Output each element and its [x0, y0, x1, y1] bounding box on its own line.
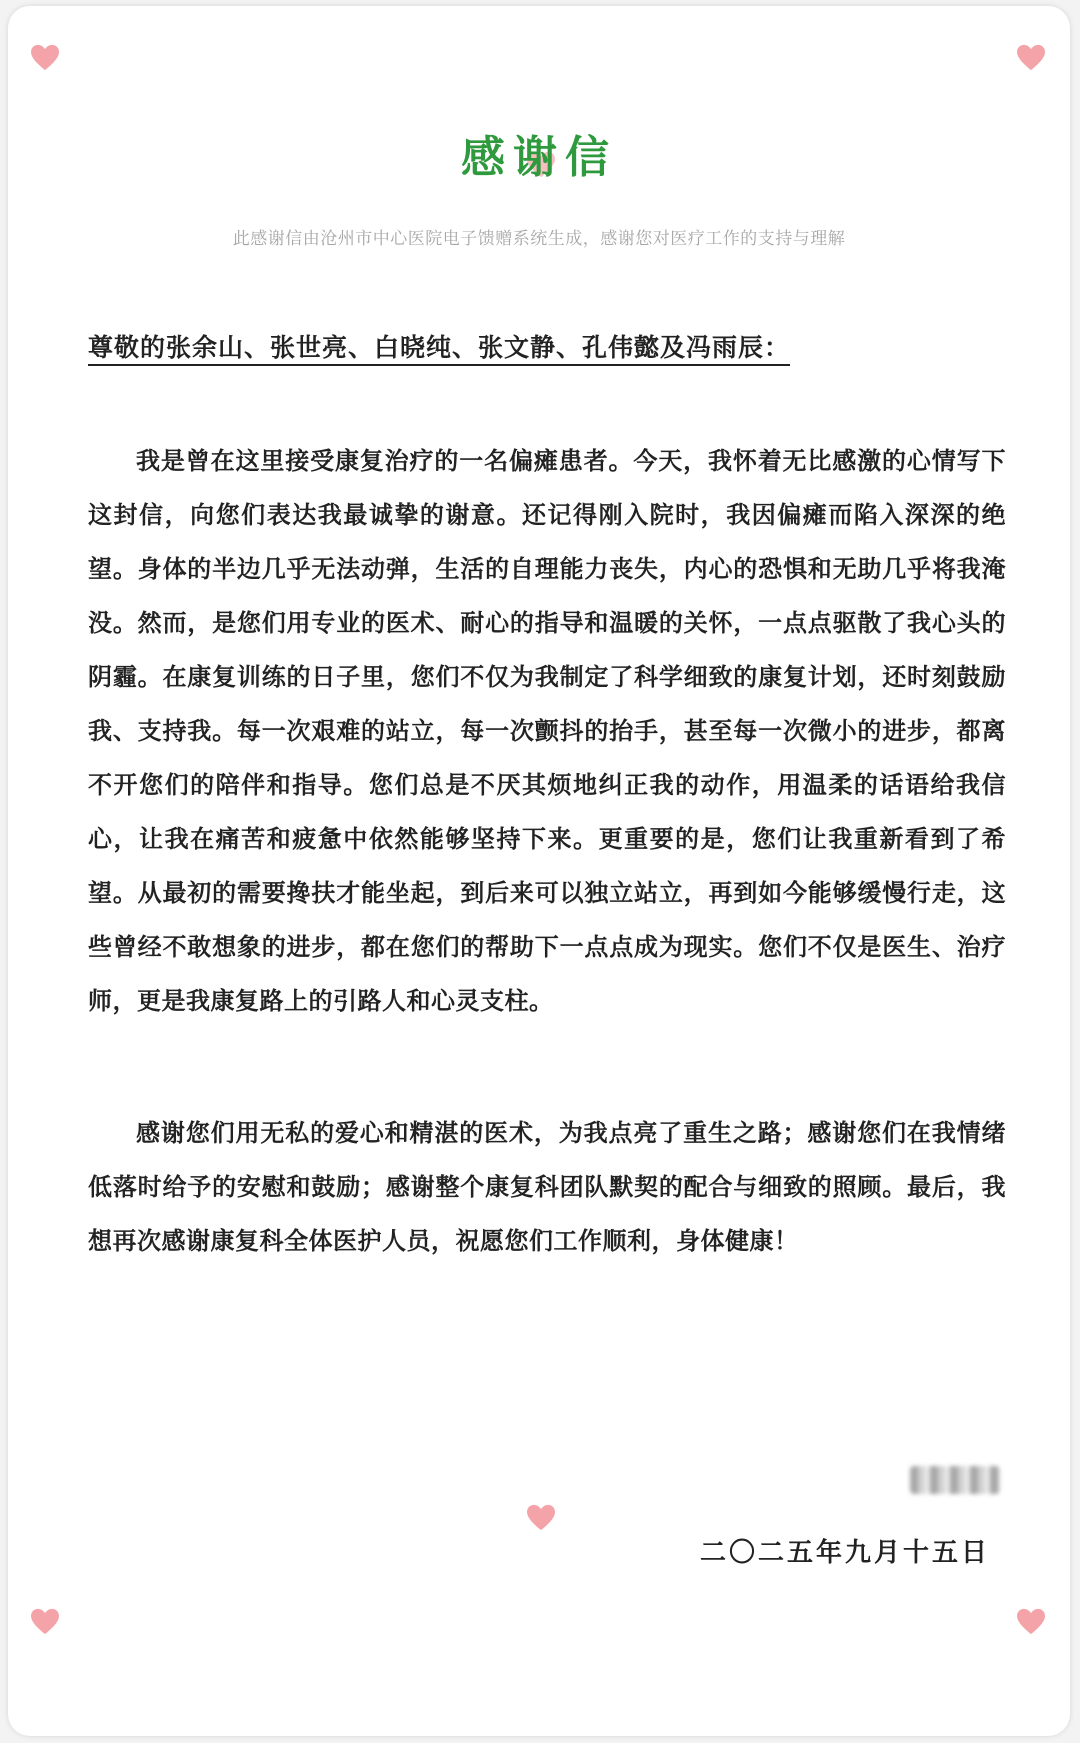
heart-icon — [30, 44, 60, 72]
body-paragraph: 我是曾在这里接受康复治疗的一名偏瘫患者。今天，我怀着无比感激的心情写下这封信，向您们表达我最诚挚的谢意。还记得刚入院时，我因偏瘫而陷入深深的绝望。身体的半边几乎无法动弹，生活的自理能力丧失，内心的恐惧和无助几乎将我淹没。然而，是您们用专业的医术、耐心的指导和温暖的关怀，一点点驱散了我心头的阴霾。在康复训练的日子里，您们不仅为我制定了科学细致的康复计划，还时刻鼓励我、支持我。每一次艰难的站立，每一次颤抖的抬手，甚至每一次微小的进步，都离不开您们的陪伴和指导。您们总是不厌其烦地纠正我的动作，用温柔的话语给我信心，让我在痛苦和疲惫中依然能够坚持下来。更重要的是，您们让我重新看到了希望。从最初的需要搀扶才能坐起，到后来可以独立站立，再到如今能够缓慢行走，这些曾经不敢想象的进步，都在您们的帮助下一点点成为现实。您们不仅是医生、治疗师，更是我康复路上的引路人和心灵支柱。 — [88, 446, 1006, 1015]
blurred-signature — [910, 1466, 1000, 1494]
heart-icon — [1016, 1608, 1046, 1636]
heart-icon — [30, 1608, 60, 1636]
letter-date: 二〇二五年九月十五日 — [699, 1538, 990, 1568]
body-paragraph: 感谢您们用无私的爱心和精湛的医术，为我点亮了重生之路；感谢您们在我情绪低落时给予的安慰和鼓励；感谢整个康复科团队默契的配合与细致的照顾。最后，我想再次感谢康复科全体医护人员，祝愿您们工作顺利，身体健康！ — [88, 1118, 1006, 1255]
letter-paper — [8, 6, 1070, 1736]
salutation: 尊敬的张余山、张世亮、白晓纯、张文静、孔伟懿及冯雨辰： — [88, 333, 791, 362]
heart-icon — [1016, 44, 1046, 72]
letter-title: 感谢信 — [461, 132, 617, 183]
heart-icon — [526, 1504, 556, 1532]
letter-subtitle: 此感谢信由沧州市中心医院电子馈赠系统生成，感谢您对医疗工作的支持与理解 — [232, 229, 846, 249]
